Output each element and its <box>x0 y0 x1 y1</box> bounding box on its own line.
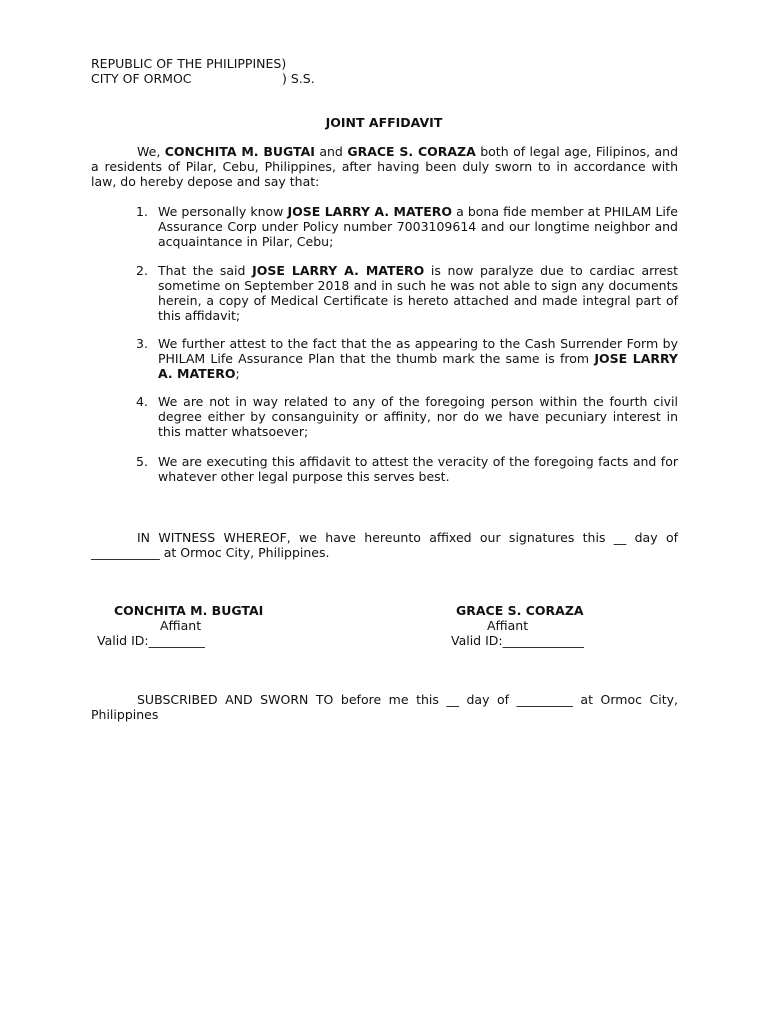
list-item <box>158 454 678 484</box>
document-title: JOINT AFFIDAVIT <box>325 115 443 130</box>
caption-city: CITY OF ORMOC <box>91 71 192 86</box>
affiant-name-1: CONCHITA M. BUGTAI <box>164 144 315 159</box>
affiant-1-role: Affiant <box>160 618 202 633</box>
item-number: 4. <box>136 394 148 409</box>
list-item <box>158 336 678 381</box>
insured-name: JOSE LARRY A. MATERO <box>287 204 453 219</box>
item-text: We personally know <box>158 204 288 219</box>
item-text: We are not in way related to any of the foregoing person within the fourth civil degree either by consanguinity or affinity, nor do we have pecuniary interest in this matter whatsoever; <box>158 394 678 439</box>
intro-text: both of legal age, Filipinos, and a residents of Pilar, Cebu, Philippines, after having been duly sworn to in accordance with law, do hereby depose and say that: <box>91 144 679 189</box>
list-item <box>158 263 678 323</box>
item-text: ; <box>235 366 240 381</box>
affiant-2-valid-id: Valid ID:_____________ <box>451 633 584 648</box>
insured-name: JOSE LARRY A. MATERO <box>158 351 678 381</box>
affiant-1-valid-id: Valid ID:_________ <box>97 633 205 648</box>
item-number: 2. <box>136 263 148 278</box>
item-text: We are executing this affidavit to attest the veracity of the foregoing facts and for whatever other legal purpose this serves best. <box>158 454 678 484</box>
item-number: 1. <box>136 204 148 219</box>
item-number: 5. <box>136 454 148 469</box>
item-number: 3. <box>136 336 148 351</box>
affiant-1-name: CONCHITA M. BUGTAI <box>114 603 264 618</box>
list-item <box>158 394 678 439</box>
item-text: a bona fide member at PHILAM Life Assurance Corp under Policy number 7003109614 and our longtime neighbor and acquaintance in Pilar, Cebu; <box>158 204 679 249</box>
caption-republic: REPUBLIC OF THE PHILIPPINES) <box>91 56 287 71</box>
list-item <box>158 204 678 249</box>
witness-paragraph: IN WITNESS WHEREOF, we have hereunto affixed our signatures this __ day of ___________ at Ormoc City, Philippines. <box>91 530 678 560</box>
intro-text: and <box>314 144 348 159</box>
affiant-2-role: Affiant <box>487 618 529 633</box>
item-text: That the said <box>158 263 253 278</box>
caption-ss: ) S.S. <box>282 71 315 86</box>
item-text: We further attest to the fact that the as appearing to the Cash Surrender Form by PHILAM Life Assurance Plan that the thumb mark the same is from <box>158 336 678 366</box>
affiant-2-name: GRACE S. CORAZA <box>456 603 584 618</box>
item-text: is now paralyze due to cardiac arrest sometime on September 2018 and in such he was not able to sign any documents herein, a copy of Medical Certificate is hereto attached and made integral part of this affidavit; <box>158 263 678 323</box>
intro-paragraph <box>91 144 678 189</box>
jurat-paragraph: SUBSCRIBED AND SWORN TO before me this __ day of _________ at Ormoc City, Philippines <box>91 692 678 722</box>
insured-name: JOSE LARRY A. MATERO <box>252 263 425 278</box>
affiant-name-2: GRACE S. CORAZA <box>347 144 476 159</box>
intro-text: We, <box>137 144 165 159</box>
